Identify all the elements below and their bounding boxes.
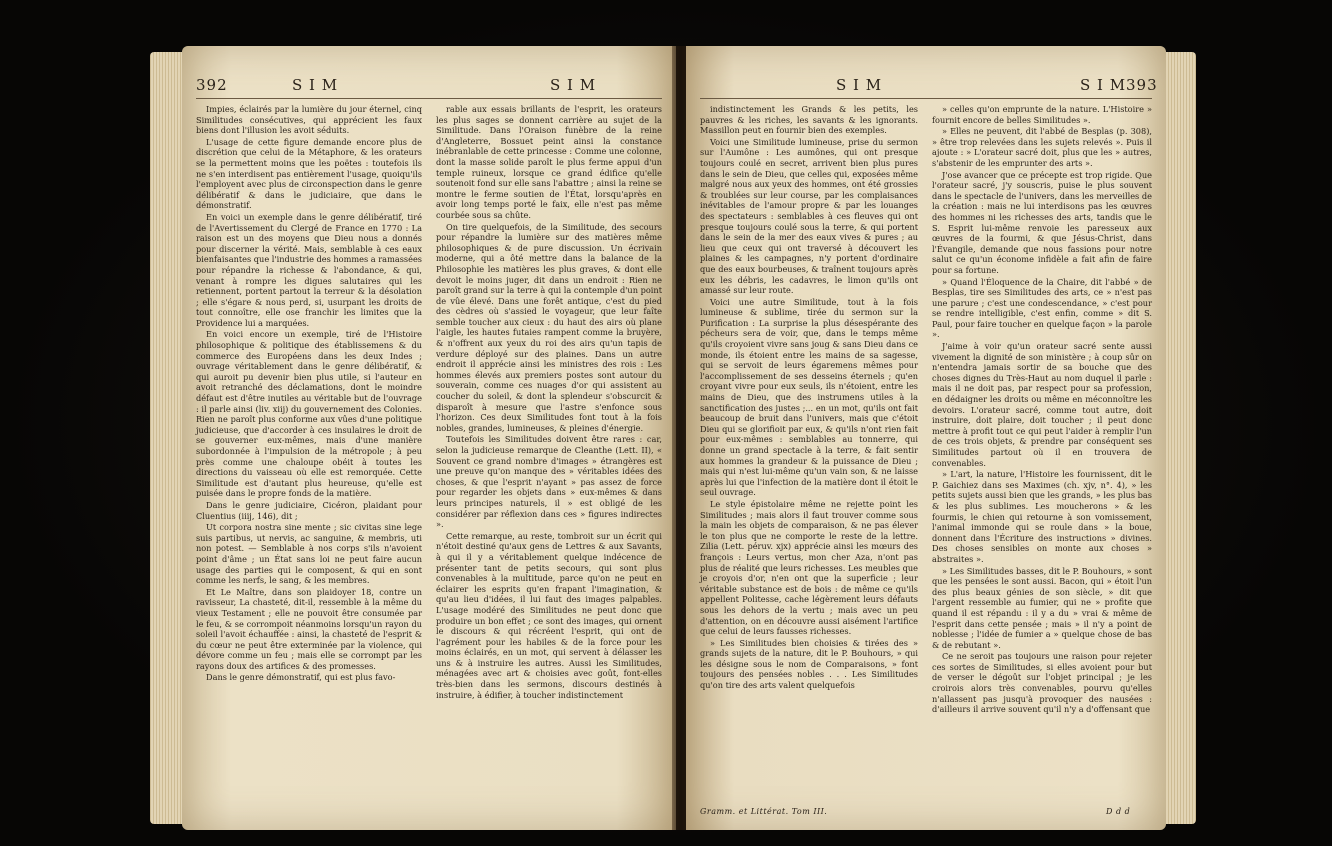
running-head-left-a: S I M — [292, 76, 339, 94]
paragraph: indistinctement les Grands & les petits, les pauvres & les riches, les savants & les ignorants. Massillon peut en fournir bien des exemples. — [700, 104, 918, 136]
paragraph: Dans le genre démonstratif, qui est plus favo- — [206, 672, 396, 683]
header-rule-right — [700, 98, 1152, 99]
left-page — [182, 46, 676, 830]
paragraph: » Elles ne peuvent, dit l'abbé de Besplas (p. 308), » être trop relevées dans les sujets relevés ». Puis il ajoute : » L'orateur sacré doit, plus que les » autres, s'abstenir de les emprunter des arts ». — [932, 126, 1152, 168]
header-rule-left — [196, 98, 662, 99]
paragraph: » Quand l'Éloquence de la Chaire, dit l'abbé » de Besplas, tire ses Similitudes des arts, ce » n'est pas une parure ; c'est une condescendance, » c'est pour se rendre intelligible, c'est enfin, comme » dit S. Paul, pour faire toucher en quelque façon » la parole ». — [932, 276, 1152, 340]
paragraph: Ce ne seroit pas toujours une raison pour rejeter ces sortes de Similitudes, si elles avoient pour but de verser le dégoût sur l'objet principal ; je les croirois alors très convenables, pourvu qu'elles n'allassent pas jusqu'à provoquer des nausées : d'ailleurs il arrive souvent qu'il n'y a d'offensant que — [932, 651, 1152, 715]
paragraph: En voici encore un exemple, tiré de l'Histoire philosophique & politique des établissemens & du commerce des Européens dans les deux Indes ; ouvrage véritablement dans le genre délibératif, & qui auroit pu devenir bien plus utile, si l'auteur en avoit retranché des déclamations, dont le moindre défaut est d'être inutiles au véritable but de l'ouvrage : il parle ainsi (liv. xiij) du gouvernement des Colonies. Rien ne paroît plus conforme aux vûes d'une politique judicieuse, que d'accorder à ces insulaires le droit de se gouverner eux-mêmes, mais d'une manière subordonnée à l'impulsion de la métropole ; à peu près comme une chaloupe obéit à toutes les directions du vaisseau où elle est remorquée. Cette Similitude est d'autant plus heureuse, qu'elle est puisée dans le propre fonds de la matière. — [196, 329, 422, 499]
paragraph: rable aux essais brillants de l'esprit, les orateurs les plus sages se donnent carrière au sujet de la Similitude. Dans l'Oraison funèbre de la reine d'Angleterre, Bossuet peint ainsi la constance inébranlable de cette princesse : Comme une colonne, dont la masse solide paroît le plus ferme appui d'un temple ruineux, lorsque ce grand édifice qu'elle soutenoit fond sur elle sans l'abattre ; ainsi la reine se montre le ferme soutien de l'État, lorsqu'après en avoir long temps porté le faix, elle n'est pas même courbée sous sa chûte. — [436, 104, 662, 220]
running-head-right-a: S I M — [836, 76, 883, 94]
paragraph: L'usage de cette figure demande encore plus de discrétion que celui de la Métaphore, & les orateurs se la permettent moins que les poëtes : toutefois ils ne s'en interdisent pas entièrement l'usage, quoiqu'ils l'employent avec plus de circonspection dans le genre délibératif & dans le judiciaire, que dans le démonstratif. — [196, 136, 422, 211]
page-edges-left — [150, 52, 182, 824]
running-head-right-b: S I M — [1080, 76, 1127, 94]
paragraph: Et Le Maître, dans son plaidoyer 18, contre un ravisseur, La chasteté, dit-il, ressemble à la même du vieux Testament ; elle ne pouvoit être consumée par le feu, & se corrompoit néanmoins lorsqu'un rayon du soleil l'avoit échauffée : ainsi, la chasteté de l'esprit & du cœur ne peut être exterminée par la violence, qui dévore comme un feu ; mais elle se corrompt par les rayons doux des artifices & des promesses. — [196, 586, 422, 671]
left-column-2 — [436, 104, 662, 701]
right-column-2 — [932, 104, 1152, 716]
paragraph: » Les Similitudes bien choisies & tirées des » grands sujets de la nature, dit le P. Bouhours, » qui les désigne sous le nom de Comparaisons, » font toujours des pensées nobles . . . Les Similitudes qu'on tire des arts valent quelquefois — [700, 637, 918, 691]
paragraph: En voici un exemple dans le genre délibératif, tiré de l'Avertissement du Clergé de France en 1770 : La raison est un des moyens que Dieu nous a donnés pour discerner la vérité. Mais, semblable à ces eaux bienfaisantes que l'industrie des hommes a ramassées pour répandre la richesse & l'abondance, & qui, venant à rompre les digues salutaires qui les retiennent, portent partout la terreur & la désolation ; elle s'égare & nous perd, si, usurpant les droits de tout connoître, elle ose franchir les limites que la Providence lui a marquées. — [196, 211, 423, 328]
signature-mark: D d d — [1106, 807, 1131, 816]
running-head-left-b: S I M — [550, 76, 597, 94]
left-column-1 — [196, 104, 422, 684]
right-page — [686, 46, 1166, 830]
paragraph: Voici une autre Similitude, tout à la fois lumineuse & sublime, tirée du sermon sur la Purification : La surprise la plus désespérante des pécheurs sera de voir, que, dans le temps même qu'ils croyoient vivre sans joug & sans Dieu dans ce monde, ils étoient entre les mains de sa sagesse, qui se servoit de leurs égaremens mêmes pour l'accomplissement de ses desseins éternels ; qu'en croyant vivre pour eux seuls, ils n'étoient, entre les mains de Dieu, que des instrumens utiles à la sanctification des justes ;... en un mot, qu'ils ont fait beaucoup de bruit dans l'univers, mais que c'étoit Dieu qui se glorifioit par eux, & qu'ils n'ont rien fait pour eux-mêmes : semblables au tonnerre, qui donne un grand spectacle à la terre, & fait sentir aux hommes la grandeur & la puissance de Dieu ; mais qui n'est lui-même qu'un vain son, & ne laisse après lui que l'infection de la matière dont il étoit le seul ouvrage. — [700, 296, 918, 498]
paragraph: Voici une Similitude lumineuse, prise du sermon sur l'Aumône : Les aumônes, qui ont presque toujours coulé en secret, arrivent bien plus pures dans le sein de Dieu, que celles qui, exposées même malgré nous aux yeux des hommes, ont été grossies & troublées sur leur course, par les complaisances inévitables de l'amour propre & par les louanges des spectateurs : semblables à ces fleuves qui ont presque toujours coulé sous la terre, & qui portent dans le sein de la mer des eaux vives & pures ; au lieu que ceux qui ont traversé à découvert les plaines & les campagnes, n'y portent d'ordinaire que des eaux bourbeuses, & traînent toujours après eux les débris, les cadavres, le limon qu'ils ont amassé sur leur route. — [700, 136, 918, 296]
paragraph: J'ose avancer que ce précepte est trop rigide. Que l'orateur sacré, j'y souscris, puise le plus souvent dans le spectacle de l'univers, dans les merveilles de la création : mais ne lui interdisons pas les œuvres des hommes ni les richesses des arts, tandis que le S. Esprit lui-même renvoie les paresseux aux œuvres de la fourmi, & que Jésus-Christ, dans l'Évangile, demande que nous fassions pour notre salut ce qu'un économe infidèle a fait afin de faire pour sa fortune. — [932, 169, 1152, 275]
paragraph: Dans le genre judiciaire, Cicéron, plaidant pour Cluentius (iiij, 146), dit ; — [196, 499, 422, 521]
right-column-1 — [700, 104, 918, 692]
paragraph: Cette remarque, au reste, tombroit sur un écrit qui n'étoit destiné qu'aux gens de Lettres & aux Savants, à qui il y a véritablement quelque indécence de présenter tant de petits secours, qui sont plus convenables à la multitude, parce qu'on ne peut en éclairer les esprits qu'en frapant l'imagination, & qu'au lieu d'idées, il lui faut des images palpables. L'usage modéré des Similitudes ne peut donc que produire un bon effet ; ce sont des images, qui ornent le discours & qui récréent l'esprit, qui ont de l'agrément pour les habiles & de la force pour les moins éclairés, en un mot, qui servent à délasser les uns & à instruire les autres. Aussi les Similitudes, ménagées avec art & choisies avec goût, font-elles très-bien dans les sermons, discours destinés à instruire, à édifier, à toucher indistinctement — [436, 530, 662, 700]
paragraph: Toutefois les Similitudes doivent être rares : car, selon la judicieuse remarque de Cleanthe (Lett. II), « Souvent ce grand nombre d'images » étrangères est une preuve qu'on manque des » véritables idées des choses, & que l'esprit n'ayant » pas assez de force pour regarder les objets dans » eux-mêmes & dans leurs principes naturels, il » est obligé de les considérer par réflexion dans ces » figures indirectes ». — [436, 434, 662, 530]
signature-line: Gramm. et Littérat. Tom III. — [700, 807, 828, 816]
page-number-right: 393 — [1126, 76, 1158, 94]
paragraph: Le style épistolaire même ne rejette point les Similitudes ; mais alors il faut trouver comme sous la main les objets de comparaison, & ne pas élever le ton plus que ne comporte le reste de la lettre. Zilia (Lett. péruv. xjx) apprécie ainsi les mœurs des françois : Leurs vertus, mon cher Aza, n'ont pas plus de réalité que leurs richesses. Les meubles que je croyois d'or, n'en ont que la superficie ; leur véritable substance est de bois : de même ce qu'ils appellent Politesse, cache légèrement leurs défauts sous les dehors de la vertu ; mais avec un peu d'attention, on en découvre aussi aisément l'artifice que celui de leurs fausses richesses. — [700, 498, 918, 637]
paragraph: J'aime à voir qu'un orateur sacré sente aussi vivement la dignité de son ministère ; à coup sûr on n'entendra jamais sortir de sa bouche que des choses dignes du Très-Haut au nom duquel il parle : mais il ne doit pas, par respect pour sa profession, en dédaigner les droits ou même en méconnoître les devoirs. L'orateur sacré, comme tout autre, doit instruire, doit plaire, doit toucher ; il peut donc mettre à profit tout ce qui peut l'aider à remplir l'un de ces trois objets, & prendre par conséquent ses Similitudes partout où il en trouvera de convenables. — [932, 341, 1152, 468]
page-edges-right — [1166, 52, 1196, 824]
paragraph: Impies, éclairés par la lumière du jour éternel, cinq Similitudes consécutives, qui apprécient les faux biens dont l'illusion les avoit séduits. — [196, 104, 422, 136]
paragraph: On tire quelquefois, de la Similitude, des secours pour répandre la lumière sur des matières même philosophiques & de pure discussion. Un écrivain moderne, qui a ôté mettre dans la balance de la Philosophie les matières les plus graves, & dont elle devoit le moins juger, dit dans un endroit : Rien ne paroît grand sur la terre à qui la contemple d'un point de vûe élevé. Dans une forêt antique, c'est du pied des cèdres où s'assied le voyageur, que leur faîte semble toucher aux cieux : du haut des airs où plane l'aigle, les hautes futaies rampent comme la bruyère, & n'offrent aux yeux du roi des airs qu'un tapis de verdure déployé sur des plaines. Dans un autre endroit il apprécie ainsi les ministres des rois : Les hommes élevés aux premiers postes sont autour du souverain, comme ces nuages d'or qui assistent au coucher du soleil, & dont la splendeur s'obscurcit & disparoît à mesure que l'astre s'enfonce sous l'horizon. Ces deux Similitudes font tout à la fois nobles, grandes, lumineuses, & pleines d'énergie. — [436, 221, 662, 433]
paragraph: Ut corpora nostra sine mente ; sic civitas sine lege suis partibus, ut nervis, ac sanguine, & membris, uti non potest. — Semblable à nos corps s'ils n'avoient point d'âme ; un État sans loi ne peut faire aucun usage des parties qui le composent, & qui en sont comme les nerfs, le sang, & les membres. — [196, 522, 422, 586]
paragraph: » Les Similitudes basses, dit le P. Bouhours, » sont que les pensées le sont aussi. Bacon, qui » étoit l'un des plus beaux génies de son siècle, » dit que l'argent ressemble au fumier, qui ne » profite que quand il est répandu : il y a du » vrai & même de l'esprit dans cette pensée ; mais » il n'y a point de noblesse ; l'idée de fumier a » quelque chose de bas & de rebutant ». — [932, 565, 1152, 650]
paragraph: » L'art, la nature, l'Histoire les fournissent, dit le P. Gaichiez dans ses Maximes (ch. xjv, n°. 4), » les petits sujets aussi bien que les grands, » les plus bas & les plus sublimes. Les moucherons » & les fourmis, le chien qui retourne à son vomissement, l'animal immonde qui se roule dans » la boue, donnent dans l'Écriture des instructions » divines. Des choses sensibles on monte aux choses » abstraites ». — [932, 469, 1152, 564]
paragraph: » celles qu'on emprunte de la nature. L'Histoire » fournit encore de belles Similitudes ». — [932, 104, 1152, 125]
page-number-left: 392 — [196, 76, 228, 94]
